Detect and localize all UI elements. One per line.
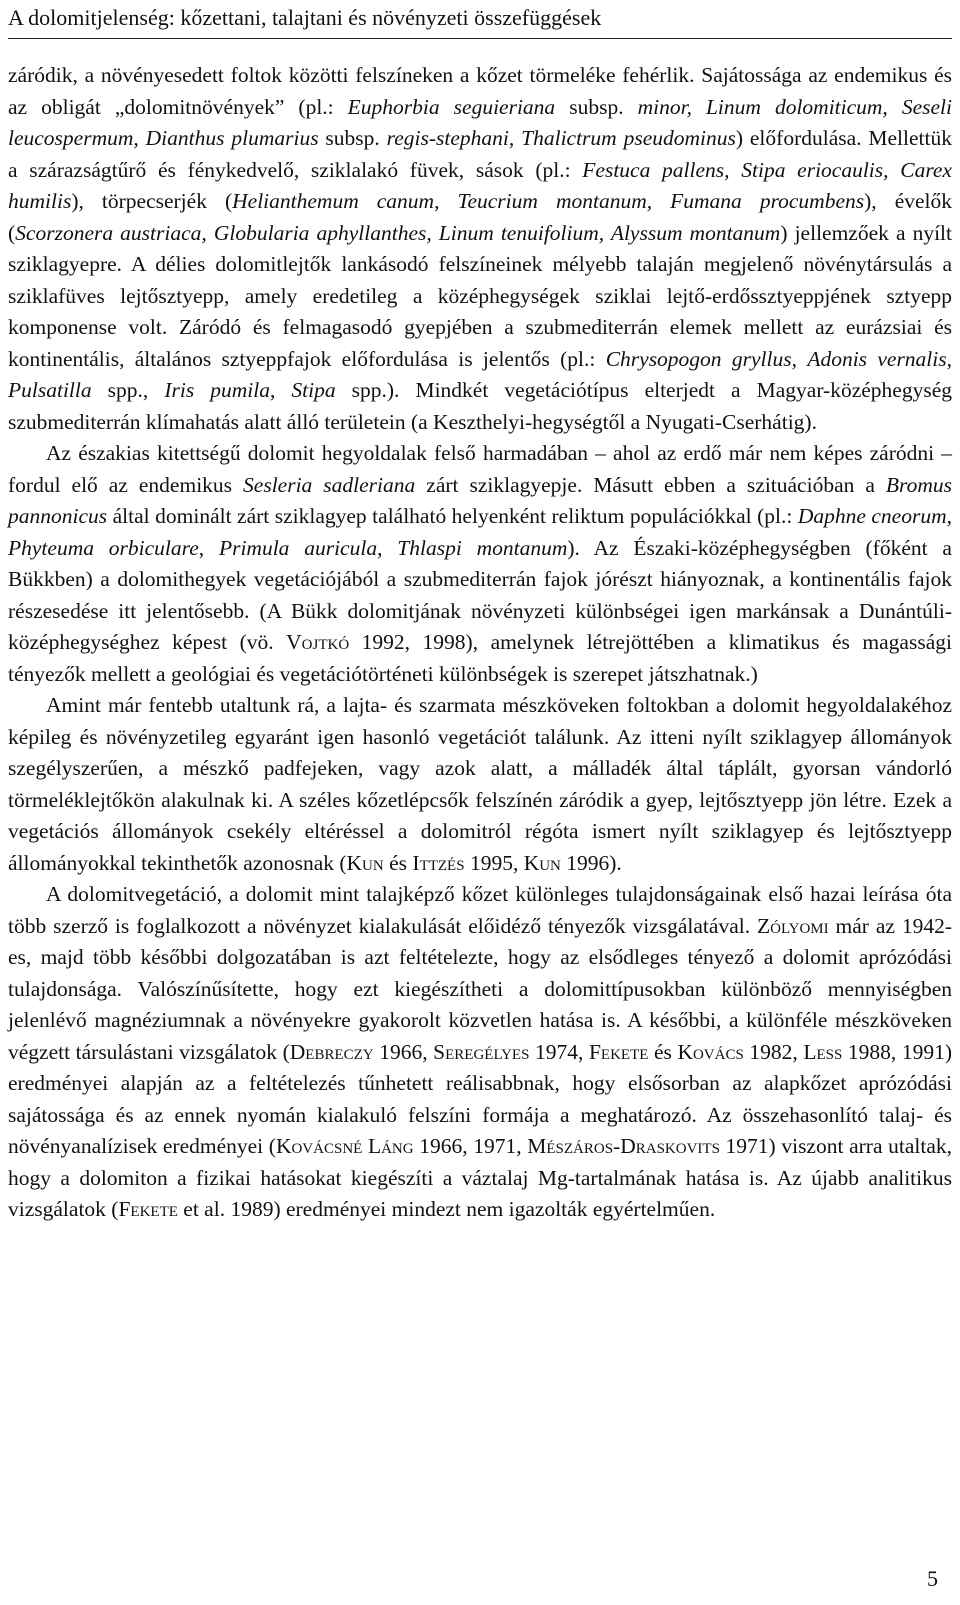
taxon-name: Pulsatilla xyxy=(8,378,92,402)
text-run: ), törpecserjék ( xyxy=(71,189,233,213)
text-run: által dominált zárt sziklagyep található helyenként reliktum populációkkal (pl.: xyxy=(107,504,798,528)
text-run: ) előfordulása. Mellettük a szárazságtűrő és fénykedvelő, sziklalakó füvek, sások (pl.: xyxy=(8,126,952,182)
text-run: zárt sziklagyepje. Másutt ebben a szituációban a xyxy=(415,472,886,497)
text-run: spp., xyxy=(91,378,165,402)
text-run: , xyxy=(198,535,219,560)
body-paragraph xyxy=(8,690,952,879)
text-run: Amint már fentebb utaltunk rá, a lajta- és szarmata mészköveken foltokban a dolomit hegyoldalakéhoz képileg és növényzetileg egyaránt igen hasonló vegetációt találunk. Az itteni nyílt sziklagyep állományok szegélyszerűen, a mészkő padfejeken, vagy azok alatt, a málladék által táplált, gyorsan vándorló törmeléklejtőkön alakulnak ki. A széles kőzetlépcsők felszínén záródik a gyep, lejtősztyepp jön létre. Ezek a vegetációs állományok csekély eltéréssel a dolomitról régóta ismert nyílt sziklagyep és lejtősztyepp állományokkal tekinthetők azonosnak ( xyxy=(8,693,952,875)
text-run: 1982, xyxy=(743,1039,804,1064)
body-paragraph xyxy=(8,60,952,438)
author-name: Fekete xyxy=(588,1039,649,1064)
taxon-name: Helianthemum canum, Teucrium montanum, Fumana procumbens xyxy=(232,189,865,213)
text-run: már az 1942-es, majd több későbbi dolgozatában is azt feltételezte, hogy az elsődleges tényező a dolomit aprózódási tulajdonsága. Valószínűsítette, hogy ezt kiegészítheti a dolomittípusokban különböző mennyiségben jelenlévő magnéziumnak a növényekre gyakorolt közvetlen hatása is. A későbbi, a különféle mészköveken végzett társulástani vizsgálatok ( xyxy=(8,913,953,1064)
taxon-name: Bromus pannonicus xyxy=(8,472,953,528)
text-run: subsp. xyxy=(555,94,638,119)
body-text xyxy=(8,60,952,1226)
text-run: subsp. xyxy=(318,126,387,150)
taxon-name: Adonis vernalis xyxy=(807,346,947,371)
text-run: 1974, xyxy=(529,1039,589,1064)
text-run: et al. 1989) eredményei mindezt nem igazolták egyértelműen. xyxy=(177,1197,716,1221)
author-name: Ittzés xyxy=(412,850,465,875)
author-name: Seregélyes xyxy=(433,1039,530,1064)
taxon-name: Thlaspi montanum xyxy=(397,535,568,560)
taxon-name: Chrysopogon gryllus xyxy=(605,346,792,371)
taxon-name: Festuca pallens, Stipa eriocaulis, Carex humilis xyxy=(8,157,952,213)
taxon-name: Sesleria sadleriana xyxy=(243,472,416,497)
text-run: 1966, xyxy=(373,1039,434,1064)
author-name: Kovácsné Láng xyxy=(275,1134,414,1158)
taxon-name: Iris pumila xyxy=(164,378,270,402)
header-rule xyxy=(8,38,952,39)
text-run: , xyxy=(269,378,292,402)
author-name: Fekete xyxy=(118,1197,178,1221)
author-name: Mészáros-Draskovits xyxy=(527,1134,720,1158)
author-name: Kovács xyxy=(677,1039,744,1064)
text-run: záródik, a növényesedett foltok közötti felszíneken a kőzet törmeléke fehérlik. Sajátossága az endemikus és az obligát „dolomitnövények” (pl.: xyxy=(8,63,952,119)
text-run: Az északias kitettségű dolomit hegyoldalak felső harmadában – ahol az erdő már nem képes záródni – fordul elő az endemikus xyxy=(8,441,952,497)
text-run: 1996). xyxy=(560,850,622,875)
taxon-name: Euphorbia seguieriana xyxy=(347,94,556,119)
text-run: 1966, 1971, xyxy=(413,1134,528,1158)
text-run: , xyxy=(946,504,952,528)
text-run: 1988, 1991) eredményei alapján az a feltételezés tűnhetett reálisabbnak, hogy elsősorban az alapkőzet aprózódási sajátossága és az ennek nyomán kialakuló felszíni formája a meghatározó. Az összehasonlító talaj- és növényanalízisek eredményei ( xyxy=(8,1039,952,1158)
body-paragraph xyxy=(8,438,952,690)
author-name: Less xyxy=(803,1039,843,1064)
author-name: Kun xyxy=(523,850,561,875)
text-run: , xyxy=(377,535,398,560)
taxon-name: Primula auricula xyxy=(218,535,378,560)
text-run: , xyxy=(791,346,808,371)
text-run: és xyxy=(648,1039,678,1064)
taxon-name: Daphne cneorum xyxy=(797,504,947,528)
author-name: Kun xyxy=(346,850,384,875)
taxon-name: Phyteuma orbiculare xyxy=(8,535,199,560)
text-run: és xyxy=(383,850,413,875)
taxon-name: minor, Linum dolomiticum, Seseli leucospermum, Dianthus plumarius xyxy=(8,94,952,150)
text-run: 1971) viszont arra utaltak, hogy a dolomiton a fizikai hatásokat kiegészíti a váztalaj Mg-tartalmának hatása is. Az újabb analitikus vizsgálatok ( xyxy=(8,1134,952,1221)
page-number: 5 xyxy=(927,1566,938,1591)
body-paragraph xyxy=(8,879,952,1226)
text-run: 1992, 1998), amelynek létrejöttében a klimatikus és magassági tényezők mellett a geológiai és vegetációtörténeti különbségek is szerepet játszhatnak.) xyxy=(8,630,952,686)
author-name: Vojtkó xyxy=(286,630,350,654)
text-run: spp.). Mindkét vegetációtípus elterjedt a Magyar-középhegység szubmediterrán klímahatás alatt álló területein (a Keszthelyi-hegységtől a Nyugati-Cserhátig). xyxy=(8,378,953,434)
text-run: ) jellemzőek a nyílt sziklagyepre. A délies dolomitlejtők lankásodó felszíneinek mélyebb talaján megjelenő növénytársulás a sziklafüves lejtősztyepp, amely eredetileg a középhegységek sziklai lejtő-erdőssztyeppjének sztyepp komponense volt. Záródó és felmagasodó gyepjében a szubmediterrán elemek mellett az eurázsiai és kontinentális, általános sztyeppfajok előfordulása is jelentős (pl.: xyxy=(8,220,952,371)
text-run: ), évelők ( xyxy=(8,189,952,245)
author-name: Debreczy xyxy=(289,1039,374,1064)
running-head-title: A dolomitjelenség: kőzettani, talajtani és növényzeti összefüggések xyxy=(8,5,602,30)
text-run: ). Az Északi-középhegységben (főként a Bükkben) a dolomithegyek vegetációjából a szubmediterrán fajok jórészt hiányoznak, a kontinentális fajok részesedése itt jelentősebb. (A Bükk dolomitjának növényzeti különbségei igen markánsak a Dunántúli-középhegységhez képest (vö. xyxy=(8,535,952,654)
taxon-name: Stipa xyxy=(291,378,336,402)
taxon-name: Scorzonera austriaca, Globularia aphyllanthes, Linum tenuifolium, Alyssum montanum xyxy=(15,220,781,245)
taxon-name: regis-stephani, Thalictrum pseudominus xyxy=(386,126,736,150)
text-run: 1995, xyxy=(464,850,524,875)
text-run: , xyxy=(946,346,953,371)
author-name: Zólyomi xyxy=(757,913,829,938)
text-run: A dolomitvegetáció, a dolomit mint talajképző kőzet különleges tulajdonságainak első hazai leírása óta több szerző is foglalkozott a növényzet kialakulását előidéző tényezők vizsgálatával. xyxy=(8,882,952,938)
